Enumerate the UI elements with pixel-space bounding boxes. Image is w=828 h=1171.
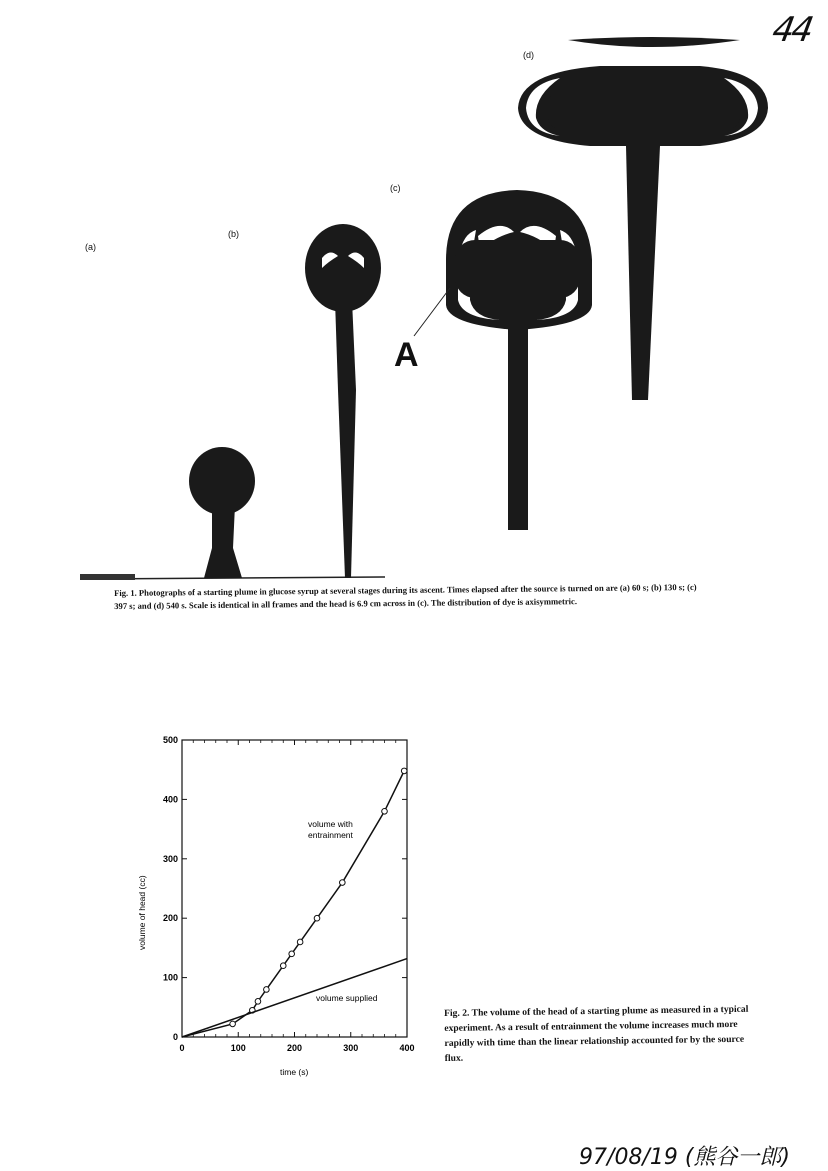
annotation-volume-supplied: volume supplied	[316, 993, 378, 1003]
x-tick-label: 100	[230, 1043, 246, 1053]
y-tick-label: 500	[162, 735, 178, 745]
data-point	[289, 951, 295, 957]
plume-a	[189, 447, 255, 578]
data-point	[280, 963, 286, 969]
figure1-caption: Fig. 1. Photographs of a starting plume in glucose syrup at several stages during its ascent. Times elapsed after the source is turned on are (a) 60 s; (b) 130 s; (c) 397 s; and (d) 540 s. Scale is identical in all frames and the head is 6.9 cm across in (c). The distribution of dye is axisymmetric.	[114, 581, 697, 611]
y-tick-label: 0	[172, 1032, 178, 1042]
annotation-entrainment: entrainment	[308, 830, 353, 840]
y-tick-label: 300	[162, 853, 178, 864]
x-tick-label: 200	[286, 1043, 303, 1053]
handwritten-date-signature: 97/08/19 (熊谷一郎)	[579, 1145, 790, 1170]
figure2-caption: Fig. 2. The volume of the head of a starting plume as measured in a typical experiment. As a result of entrainment the volume increases much more rapidly with time than the linear relationship accounted for by the source flux.	[444, 1003, 749, 1064]
y-axis-label: volume of head (cc)	[137, 875, 147, 950]
data-point	[340, 880, 346, 886]
data-point	[297, 939, 303, 945]
panel-label-b: (b)	[228, 229, 239, 239]
data-point	[264, 987, 270, 993]
data-point	[230, 1021, 236, 1027]
y-tick-label: 400	[162, 794, 178, 805]
x-axis-label: time (s)	[280, 1067, 309, 1077]
volume-chart	[130, 730, 430, 1090]
x-tick-label: 300	[343, 1043, 359, 1053]
data-point	[314, 915, 320, 921]
annotation-volume-with: volume with	[308, 819, 353, 829]
panel-label-c: (c)	[390, 183, 401, 193]
panel-label-a: (a)	[85, 242, 96, 252]
y-tick-label: 200	[162, 913, 178, 924]
y-tick-label: 100	[162, 972, 178, 983]
source-block	[80, 574, 135, 580]
data-point	[255, 999, 261, 1005]
plume-b	[305, 224, 381, 578]
annotation-label-a: A	[394, 336, 419, 374]
page-number: 44	[769, 10, 814, 50]
plume-c	[414, 190, 592, 530]
chart-ticks	[163, 735, 415, 1053]
data-point	[382, 808, 388, 814]
x-tick-label: 0	[179, 1043, 185, 1053]
data-point	[401, 768, 407, 774]
panel-label-d: (d)	[523, 50, 534, 60]
x-tick-label: 400	[399, 1043, 415, 1053]
